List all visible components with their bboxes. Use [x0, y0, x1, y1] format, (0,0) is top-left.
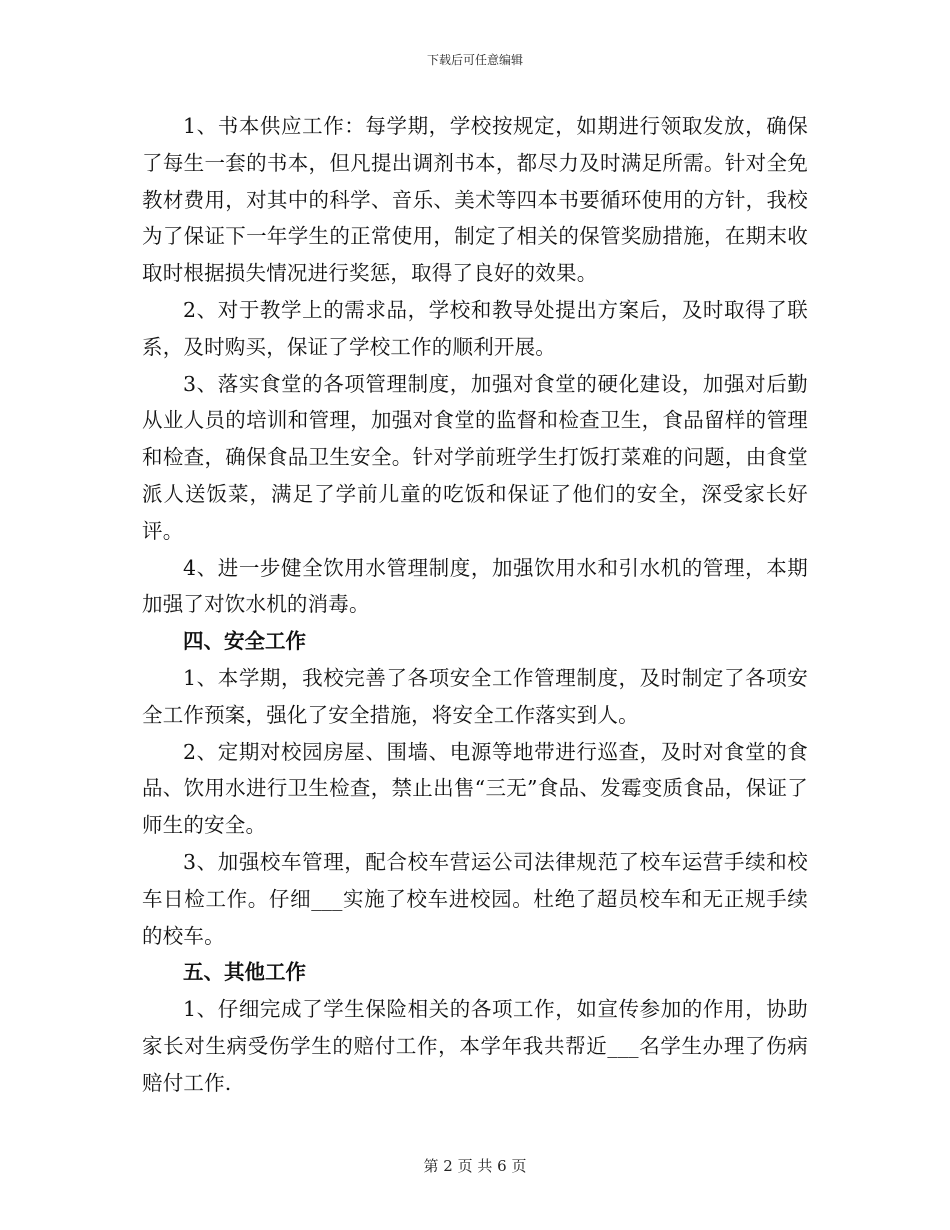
paragraph-teaching-supplies: 2、对于教学上的需求品，学校和教导处提出方案后，及时取得了联系，及时购买，保证了学校工作的顺利开展。: [142, 297, 808, 359]
paragraph-school-bus: 3、加强校车管理，配合校车营运公司法律规范了校车运营手续和校车日检工作。仔细___实施了校车进校园。杜绝了超员校车和无正规手续的校车。: [142, 849, 808, 948]
document-body: [142, 108, 808, 1102]
paragraph-campus-inspection: 2、定期对校园房屋、围墙、电源等地带进行巡查，及时对食堂的食品、饮用水进行卫生检查，禁止出售“三无”食品、发霉变质食品，保证了师生的安全。: [142, 739, 808, 838]
paragraph-safety-system: 1、本学期，我校完善了各项安全工作管理制度，及时制定了各项安全工作预案，强化了安全措施，将安全工作落实到人。: [142, 665, 808, 727]
section-heading-safety: 四、安全工作: [183, 629, 306, 654]
paragraph-insurance: 1、仔细完成了学生保险相关的各项工作，如宣传参加的作用，协助家长对生病受伤学生的赔付工作，本学年我共帮近___名学生办理了伤病赔付工作.: [142, 997, 808, 1095]
paragraph-canteen-management: 3、落实食堂的各项管理制度，加强对食堂的硬化建设，加强对后勤从业人员的培训和管理，加强对食堂的监督和检查卫生，食品留样的管理和检查，确保食品卫生安全。针对学前班学生打饭打菜难的问题，由食堂派人送饭菜，满足了学前儿童的吃饭和保证了他们的安全，深受家长好评。: [142, 371, 808, 543]
page-number: 第 2 页 共 6 页: [423, 1157, 527, 1175]
paragraph-drinking-water: 4、进一步健全饮用水管理制度，加强饮用水和引水机的管理，本期加强了对饮水机的消毒。: [142, 555, 808, 617]
section-heading-other: 五、其他工作: [183, 960, 306, 985]
page-header: 下载后可任意编辑: [426, 53, 523, 67]
paragraph-book-supply: 1、书本供应工作：每学期，学校按规定，如期进行领取发放，确保了每生一套的书本，但凡提出调剂书本，都尽力及时满足所需。针对全免教材费用，对其中的科学、音乐、美术等四本书要循环使用的方针，我校为了保证下一年学生的正常使用，制定了相关的保管奖励措施，在期末收取时根据损失情况进行奖惩，取得了良好的效果。: [142, 114, 808, 286]
